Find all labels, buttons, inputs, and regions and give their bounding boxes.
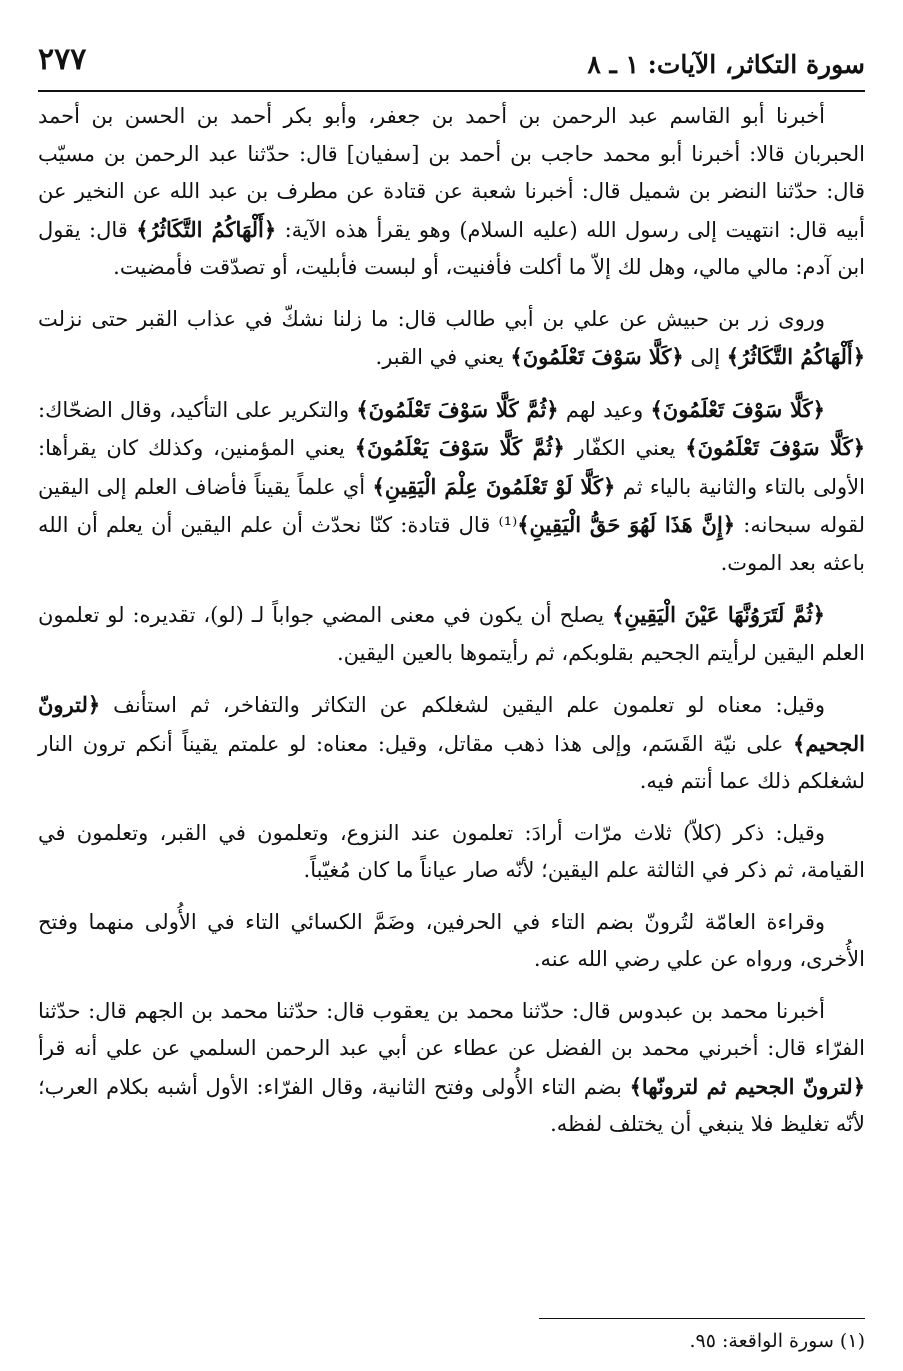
page-number: ٢٧٧	[38, 42, 87, 77]
quran-verse: ﴿لترونّ الجحيم﴾	[38, 692, 865, 756]
quran-verse: ﴿كَلَّا سَوْفَ تَعْلَمُونَ﴾	[685, 435, 866, 460]
text-run: إلى	[683, 345, 727, 369]
paragraph	[38, 904, 865, 979]
text-run: والتكرير على التأكيد، وقال الضحّاك:	[38, 397, 357, 422]
quran-verse: ﴿كَلَّا لَوْ تَعْلَمُونَ عِلْمَ الْيَقِينِ﴾	[372, 473, 616, 499]
text-run: وقيل: معناه لو تعلمون علم اليقين لشغلكم عن التكاثر والتفاخر، ثم استأنف	[100, 693, 825, 717]
surah-title: سورة التكاثر، الآيات: ١ ـ ٨	[587, 50, 865, 79]
quran-verse: ﴿أَلْهَاكُمُ التَّكَاثُرُ﴾	[136, 216, 277, 242]
text-run: أخبرنا أبو القاسم عبد الرحمن بن أحمد بن جعفر، وأبو بكر أحمد بن الحسن بن أحمد الحبربان قالا: أخبرنا أبو محمد حاجب بن أحمد بن [سفيان] قال: حدّثنا عبد الرحمن بن مسيّب قال: حدّثنا النضر بن شميل قال: أخبرنا شعبة عن قتادة عن مطرف بن عبد الله عن النخير عن أبيه قال: انتهيت إلى رسول الله (عليه السلام) وهو يقرأ هذه الآية:	[38, 104, 865, 242]
text-run: وقيل: ذكر (كلاّ) ثلاث مرّات أرادَ: تعلمون عند النزوع، وتعلمون في القبر، وتعلمون في القيامة، ثم ذكر في الثالثة علم اليقين؛ لأنّه صار عياناً ما كان مُغيّباً.	[38, 820, 865, 882]
page-header	[38, 38, 865, 92]
text-run: قال: يقول ابن آدم: مالي مالي، وهل لك إلاّ ما أكلت فأفنيت، أو لبست فأبليت، أو تصدّقت فأمضيت.	[38, 217, 865, 279]
paragraph	[38, 301, 865, 377]
text-run: يعني المؤمنين، وكذلك كان يقرأها: الأولى بالتاء والثانية بالياء ثم	[38, 436, 865, 499]
footnote: (١) سورة الواقعة: ٩٥.	[689, 1330, 865, 1352]
quran-verse: ﴿كَلَّا سَوْفَ تَعْلَمُونَ﴾	[650, 396, 825, 422]
text-run: أي علماً يقيناً فأضاف العلم إلى اليقين لقوله سبحانه:	[38, 474, 865, 537]
paragraph	[38, 98, 865, 287]
quran-verse: ﴿أَلْهَاكُمُ التَّكَاثُرُ﴾	[726, 344, 865, 369]
paragraph	[38, 596, 865, 672]
text-run: ⁽¹⁾ قال قتادة: كنّا نحدّث أن علم اليقين أن يعلم أن الله باعثه بعد الموت.	[38, 513, 865, 575]
text-run: وروى زر بن حبيش عن علي بن أبي طالب قال: ما زلنا نشكّ في عذاب القبر حتى نزلت	[38, 306, 825, 331]
footnote-separator	[539, 1318, 865, 1319]
page-body	[38, 98, 865, 1158]
text-run: وعيد لهم	[558, 397, 651, 422]
quran-verse: ﴿ثُمَّ لَتَرَوُنَّهَا عَيْنَ الْيَقِينِ﴾	[612, 602, 825, 627]
text-run: يعني الكفّار	[564, 436, 686, 460]
quran-verse: ﴿ثُمَّ كَلَّا سَوْفَ يَعْلَمُونَ﴾	[354, 435, 565, 460]
paragraph	[38, 686, 865, 801]
text-run: وقراءة العامّة لتُرونّ بضم التاء في الحرفين، وضَمَّ الكسائي التاء في الأُولى منهما وفتح الأُخرى، ورواه عن علي رضي الله عنه.	[38, 909, 865, 971]
quran-verse: ﴿لترونّ الجحيم ثم لترونّها﴾	[629, 1073, 866, 1099]
paragraph	[38, 391, 865, 583]
text-run: أخبرنا محمد بن عبدوس قال: حدّثنا محمد بن يعقوب قال: حدّثنا محمد بن الجهم قال: حدّثنا الفرّاء قال: أخبرني محمد بن الفضل عن عطاء عن أبي عبد الرحمن السلمي عن علي أنه قرأ	[38, 998, 865, 1060]
paragraph	[38, 993, 865, 1144]
paragraph	[38, 815, 865, 890]
quran-verse: ﴿ثُمَّ كَلَّا سَوْفَ تَعْلَمُونَ﴾	[356, 396, 559, 422]
text-run: على نيّة القَسَم، وإلى هذا ذهب مقاتل، وقيل: معناه: لو علمتم يقيناً أنكم ترون النار لشغلكم ذلك عما أنتم فيه.	[38, 731, 865, 793]
text-run: يصلح أن يكون في معنى المضي جواباً لـ (لو)، تقديره: لو تعلمون العلم اليقين لرأيتم الجحيم بقلوبكم، ثم رأيتموها بالعين اليقين.	[38, 603, 865, 665]
quran-verse: ﴿إِنَّ هَذَا لَهُوَ حَقُّ الْيَقِينِ﴾	[517, 512, 736, 537]
quran-verse: ﴿كَلَّا سَوْفَ تَعْلَمُونَ﴾	[510, 344, 684, 369]
text-run: يعني في القبر.	[375, 345, 511, 369]
text-run: بضم التاء الأُولى وفتح الثانية، وقال الفرّاء: الأول أشبه بكلام العرب؛ لأنّه تغليظ فلا ينبغي أن يختلف لفظه.	[38, 1074, 865, 1136]
